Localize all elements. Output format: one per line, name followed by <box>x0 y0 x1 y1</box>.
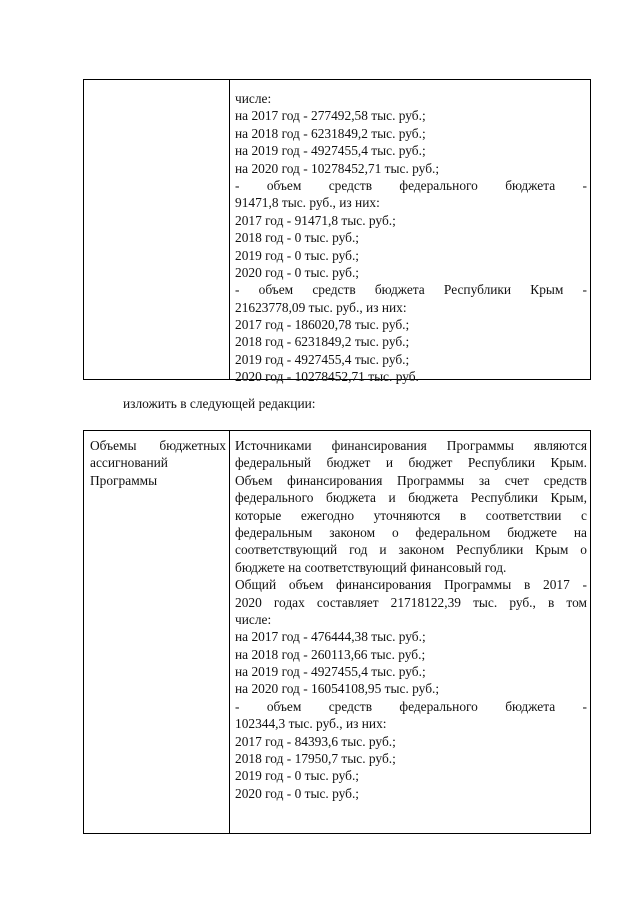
text-line: федерального бюджета и бюджета Республики Крым, <box>235 490 587 506</box>
text-line: 102344,3 тыс. руб., из них: <box>235 716 387 732</box>
budget-allocations-label-cell <box>90 437 226 489</box>
text-line: Источниками финансирования Программы являются <box>235 438 587 453</box>
text-line: - объем средств бюджета Республики Крым - <box>235 282 587 298</box>
text-line: на 2020 год - 10278452,71 тыс. руб.; <box>235 160 440 176</box>
column-divider <box>229 431 230 833</box>
text-line: - объем средств федерального бюджета - <box>235 698 587 714</box>
text-line: 2018 год - 6231849,2 тыс. руб.; <box>235 334 410 350</box>
text-line: на 2017 год - 277492,58 тыс. руб.; <box>235 108 426 124</box>
text-line: федеральным законом о федеральном бюджете на <box>235 524 587 540</box>
text-line: на 2020 год - 16054108,95 тыс. руб.; <box>235 681 440 697</box>
text-line: 91471,8 тыс. руб., из них: <box>235 195 380 211</box>
text-line: 2017 год - 186020,78 тыс. руб.; <box>235 317 410 333</box>
amendment-instruction: изложить в следующей редакции: <box>123 396 316 411</box>
text-line: 2018 год - 17950,7 тыс. руб.; <box>235 751 396 767</box>
text-line: 21623778,09 тыс. руб., из них: <box>235 299 407 315</box>
text-line: федеральный бюджет и бюджет Республики Крым. <box>235 455 587 471</box>
text-line: 2019 год - 4927455,4 тыс. руб.; <box>235 351 410 367</box>
text-line: Объемы бюджетных <box>90 438 226 453</box>
text-line: 2017 год - 91471,8 тыс. руб.; <box>235 212 396 228</box>
text-line: 2020 год - 10278452,71 тыс. руб. <box>235 369 419 385</box>
text-line: на 2018 год - 260113,66 тыс. руб.; <box>235 646 426 662</box>
column-divider <box>229 80 230 379</box>
text-line: числе: <box>235 611 272 627</box>
table-previous-version <box>83 79 591 385</box>
text-line: 2017 год - 84393,6 тыс. руб.; <box>235 733 396 749</box>
text-line: на 2019 год - 4927455,4 тыс. руб.; <box>235 664 426 680</box>
text-line: - объем средств федерального бюджета - <box>235 177 587 193</box>
text-line: 2019 год - 0 тыс. руб.; <box>235 768 360 784</box>
text-line: Общий объем финансирования Программы в 2017 - <box>235 577 587 593</box>
text-line: 2018 год - 0 тыс. руб.; <box>235 230 360 246</box>
text-line: которые ежегодно уточняются в соответствии с <box>235 507 587 523</box>
funding-cell-previous <box>235 90 587 386</box>
text-line: 2020 год - 0 тыс. руб.; <box>235 264 360 280</box>
text-line: 2019 год - 0 тыс. руб.; <box>235 247 360 263</box>
funding-cell-new <box>235 437 587 802</box>
text-line: 2020 год - 0 тыс. руб.; <box>235 785 360 801</box>
table-new-version <box>83 430 591 834</box>
text-line: бюджете на соответствующий финансовый год. <box>235 559 507 575</box>
text-line: на 2018 год - 6231849,2 тыс. руб.; <box>235 125 426 141</box>
text-line: 2020 годах составляет 21718122,39 тыс. руб., в том <box>235 594 587 610</box>
text-line: Объем финансирования Программы за счет средств <box>235 472 587 488</box>
text-line: числе: <box>235 91 272 106</box>
text-line: ассигнований <box>90 455 168 471</box>
text-line: Программы <box>90 472 158 488</box>
text-line: соответствующий год и законом Республики Крым о <box>235 542 587 558</box>
text-line: на 2017 год - 476444,38 тыс. руб.; <box>235 629 426 645</box>
text-line: на 2019 год - 4927455,4 тыс. руб.; <box>235 143 426 159</box>
